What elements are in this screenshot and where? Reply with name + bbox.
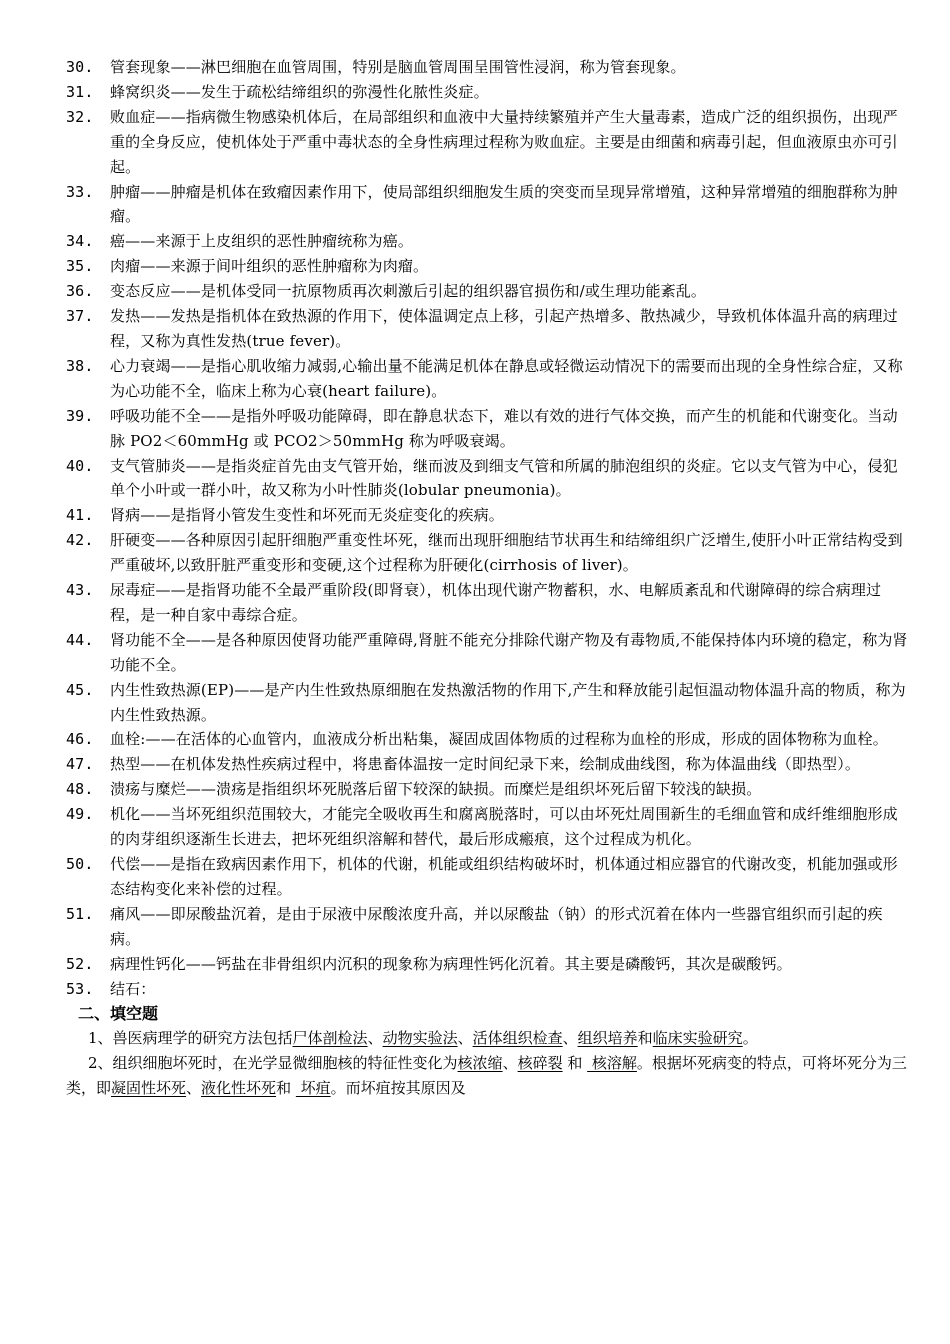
definition-number: 31.	[66, 82, 94, 101]
definition-text: 变态反应——是机体受同一抗原物质再次刺激后引起的组织器官损伤和/或生理功能紊乱。	[110, 282, 707, 301]
definition-number: 50.	[66, 855, 94, 873]
q1-answer-4: 组织培养	[577, 1029, 638, 1048]
definition-text: 心力衰竭——是指心肌收缩力减弱,心输出量不能满足机体在静息或轻微运动情况下的需要而出现的全身性综合症，又称为心功能不全，临床上称为心衰(heart failure)。	[110, 356, 903, 400]
definition-number: 46.	[66, 730, 94, 749]
q2-sep-3: 、	[186, 1079, 202, 1098]
definition-text: 结石：	[110, 979, 156, 998]
q2-answer-1: 核浓缩	[457, 1054, 503, 1073]
definition-number: 36.	[66, 282, 94, 301]
definition-item	[66, 977, 908, 1002]
definition-item	[66, 304, 908, 354]
q1-prefix: 1、兽医病理学的研究方法包括	[88, 1029, 293, 1048]
definition-item	[66, 80, 908, 105]
definition-number: 44.	[66, 630, 94, 649]
q2-sep-2: 和	[562, 1054, 588, 1073]
definition-item	[66, 678, 908, 728]
definition-text: 蜂窝织炎——发生于疏松结缔组织的弥漫性化脓性炎症。	[110, 82, 489, 101]
definition-text: 内生性致热源(EP)——是产内生性致热原细胞在发热激活物的作用下,产生和释放能引起恒温动物体温升高的物质，称为内生性致热源。	[110, 680, 906, 724]
definition-text: 溃疡与糜烂——溃疡是指组织坏死脱落后留下较深的缺损。而糜烂是组织坏死后留下较浅的缺损。	[110, 780, 762, 799]
definition-text: 呼吸功能不全——是指外呼吸功能障碍，即在静息状态下，难以有效的进行气体交换，而产生的机能和代谢变化。当动脉 PO2＜60mmHg 或 PCO2＞50mmHg 称为呼吸衰竭。	[110, 406, 898, 450]
fill-blank-question-2	[66, 1051, 908, 1101]
definition-item	[66, 777, 908, 802]
definition-text: 管套现象——淋巴细胞在血管周围，特别是脑血管周围呈围管性浸润，称为管套现象。	[110, 58, 686, 76]
definition-text: 肾功能不全——是各种原因使肾功能严重障碍,肾脏不能充分排除代谢产物及有毒物质,不能保持体内环境的稳定，称为肾功能不全。	[110, 630, 908, 674]
definition-text: 支气管肺炎——是指炎症首先由支气管开始，继而波及到细支气管和所属的肺泡组织的炎症。它以支气管为中心，侵犯单个小叶或一群小叶，故又称为小叶性肺炎(lobular pneumonia)。	[110, 456, 898, 500]
definition-item	[66, 404, 908, 454]
definition-text: 发热——发热是指机体在致热源的作用下，使体温调定点上移，引起产热增多、散热减少，导致机体体温升高的病理过程，又称为真性发热(true fever)。	[110, 307, 898, 350]
document-page	[66, 55, 908, 1101]
definition-list	[66, 55, 908, 1001]
definition-number: 34.	[66, 232, 94, 251]
q2-answer-5: 液化性坏死	[201, 1079, 277, 1098]
q2-prefix: 2、组织细胞坏死时，在光学显微细胞核的特征性变化为	[88, 1054, 458, 1073]
definition-text: 血栓:——在活体的心血管内，血液成分析出粘集，凝固成固体物质的过程称为血栓的形成，形成的固体物称为血栓。	[110, 730, 888, 749]
definition-text: 热型——在机体发热性疾病过程中，将患畜体温按一定时间纪录下来，绘制成曲线图，称为体温曲线（即热型）。	[110, 755, 861, 774]
q2-answer-6: 坏疽	[295, 1079, 331, 1098]
q1-sep-3: 、	[562, 1029, 578, 1048]
definition-text: 肾病——是指肾小管发生变性和坏死而无炎症变化的疾病。	[110, 506, 504, 525]
definition-item	[66, 628, 908, 678]
definition-number: 48.	[66, 780, 94, 799]
definition-text: 肝硬变——各种原因引起肝细胞严重变性坏死，继而出现肝细胞结节状再生和结缔组织广泛增生,使肝小叶正常结构受到严重破坏,以致肝脏严重变形和变硬,这个过程称为肝硬化(cirrhosis of liver)。	[110, 531, 903, 575]
definition-text: 病理性钙化——钙盐在非骨组织内沉积的现象称为病理性钙化沉着。其主要是磷酸钙，其次是碳酸钙。	[110, 954, 792, 973]
q1-sep-2: 、	[457, 1029, 473, 1048]
definition-item	[66, 454, 908, 504]
definition-number: 49.	[66, 805, 94, 824]
definition-number: 52.	[66, 954, 94, 973]
definition-item	[66, 279, 908, 304]
definition-number: 38.	[66, 356, 94, 375]
definition-item	[66, 254, 908, 279]
definition-item	[66, 578, 908, 628]
definition-item	[66, 55, 908, 80]
definition-number: 32.	[66, 107, 94, 126]
q2-sep-4: 和	[276, 1079, 296, 1098]
q2-mid: 。根据坏死病变的特点，可将坏死分为三类，即	[66, 1054, 907, 1098]
definition-number: 39.	[66, 406, 94, 425]
q1-answer-5: 临床实验研究	[652, 1029, 743, 1048]
q1-sep-4: 和	[637, 1029, 653, 1048]
q2-answer-2: 核碎裂	[517, 1054, 563, 1073]
definition-number: 33.	[66, 182, 94, 201]
definition-text: 机化——当坏死组织范围较大，才能完全吸收再生和腐离脱落时，可以由坏死灶周围新生的毛细血管和成纤维细胞形成的肉芽组织逐渐生长进去，把坏死组织溶解和替代，最后形成瘢痕，这个过程成为机化。	[110, 805, 898, 849]
definition-text: 代偿——是指在致病因素作用下，机体的代谢，机能或组织结构破坏时，机体通过相应器官的代谢改变，机能加强或形态结构变化来补偿的过程。	[110, 855, 898, 898]
fill-blank-question-1	[66, 1026, 908, 1051]
definition-text: 尿毒症——是指肾功能不全最严重阶段(即肾衰），机体出现代谢产物蓄积，水、电解质紊乱和代谢障碍的综合病理过程，是一种自家中毒综合症。	[110, 581, 882, 624]
definition-text: 癌——来源于上皮组织的恶性肿瘤统称为癌。	[110, 232, 414, 251]
definition-item	[66, 180, 908, 230]
definition-number: 43.	[66, 581, 94, 600]
q1-suffix: 。	[742, 1029, 758, 1048]
definition-number: 45.	[66, 680, 94, 699]
definition-number: 35.	[66, 257, 94, 276]
definition-text: 败血症——指病微生物感染机体后，在局部组织和血液中大量持续繁殖并产生大量毒素，造成广泛的组织损伤，出现严重的全身反应，使机体处于严重中毒状态的全身性病理过程称为败血症。主要是由细菌和病毒引起，但血液原虫亦可引起。	[110, 107, 898, 176]
q1-sep-1: 、	[367, 1029, 383, 1048]
section-title: 二、填空题	[78, 1004, 159, 1024]
definition-number: 40.	[66, 456, 94, 475]
q1-answer-1: 尸体剖检法	[292, 1029, 368, 1048]
definition-item	[66, 902, 908, 952]
definition-item	[66, 952, 908, 977]
definition-item	[66, 752, 908, 777]
q2-suffix: 。而坏疽按其原因及	[330, 1079, 466, 1098]
q1-answer-3: 活体组织检查	[472, 1029, 563, 1048]
definition-item	[66, 802, 908, 852]
definition-number: 42.	[66, 531, 94, 550]
definition-text: 肿瘤——肿瘤是机体在致瘤因素作用下，使局部组织细胞发生质的突变而呈现异常增殖，这种异常增殖的细胞群称为肿瘤。	[110, 182, 898, 226]
definition-item	[66, 503, 908, 528]
definition-number: 30.	[66, 58, 94, 76]
definition-text: 肉瘤——来源于间叶组织的恶性肿瘤称为肉瘤。	[110, 257, 429, 276]
definition-item	[66, 528, 908, 578]
definition-number: 53.	[66, 979, 94, 998]
definition-number: 51.	[66, 904, 94, 923]
definition-item	[66, 354, 908, 404]
definition-item	[66, 852, 908, 902]
q2-answer-3: 核溶解	[587, 1054, 637, 1073]
q2-sep-1: 、	[502, 1054, 518, 1073]
definition-item	[66, 727, 908, 752]
definition-number: 37.	[66, 307, 94, 326]
definition-number: 41.	[66, 506, 94, 525]
q1-answer-2: 动物实验法	[382, 1029, 458, 1048]
definition-item	[66, 229, 908, 254]
definition-text: 痛风——即尿酸盐沉着，是由于尿液中尿酸浓度升高，并以尿酸盐（钠）的形式沉着在体内一些器官组织而引起的疾病。	[110, 904, 883, 948]
q2-answer-4: 凝固性坏死	[111, 1079, 187, 1098]
definition-item	[66, 105, 908, 180]
definition-number: 47.	[66, 755, 94, 774]
